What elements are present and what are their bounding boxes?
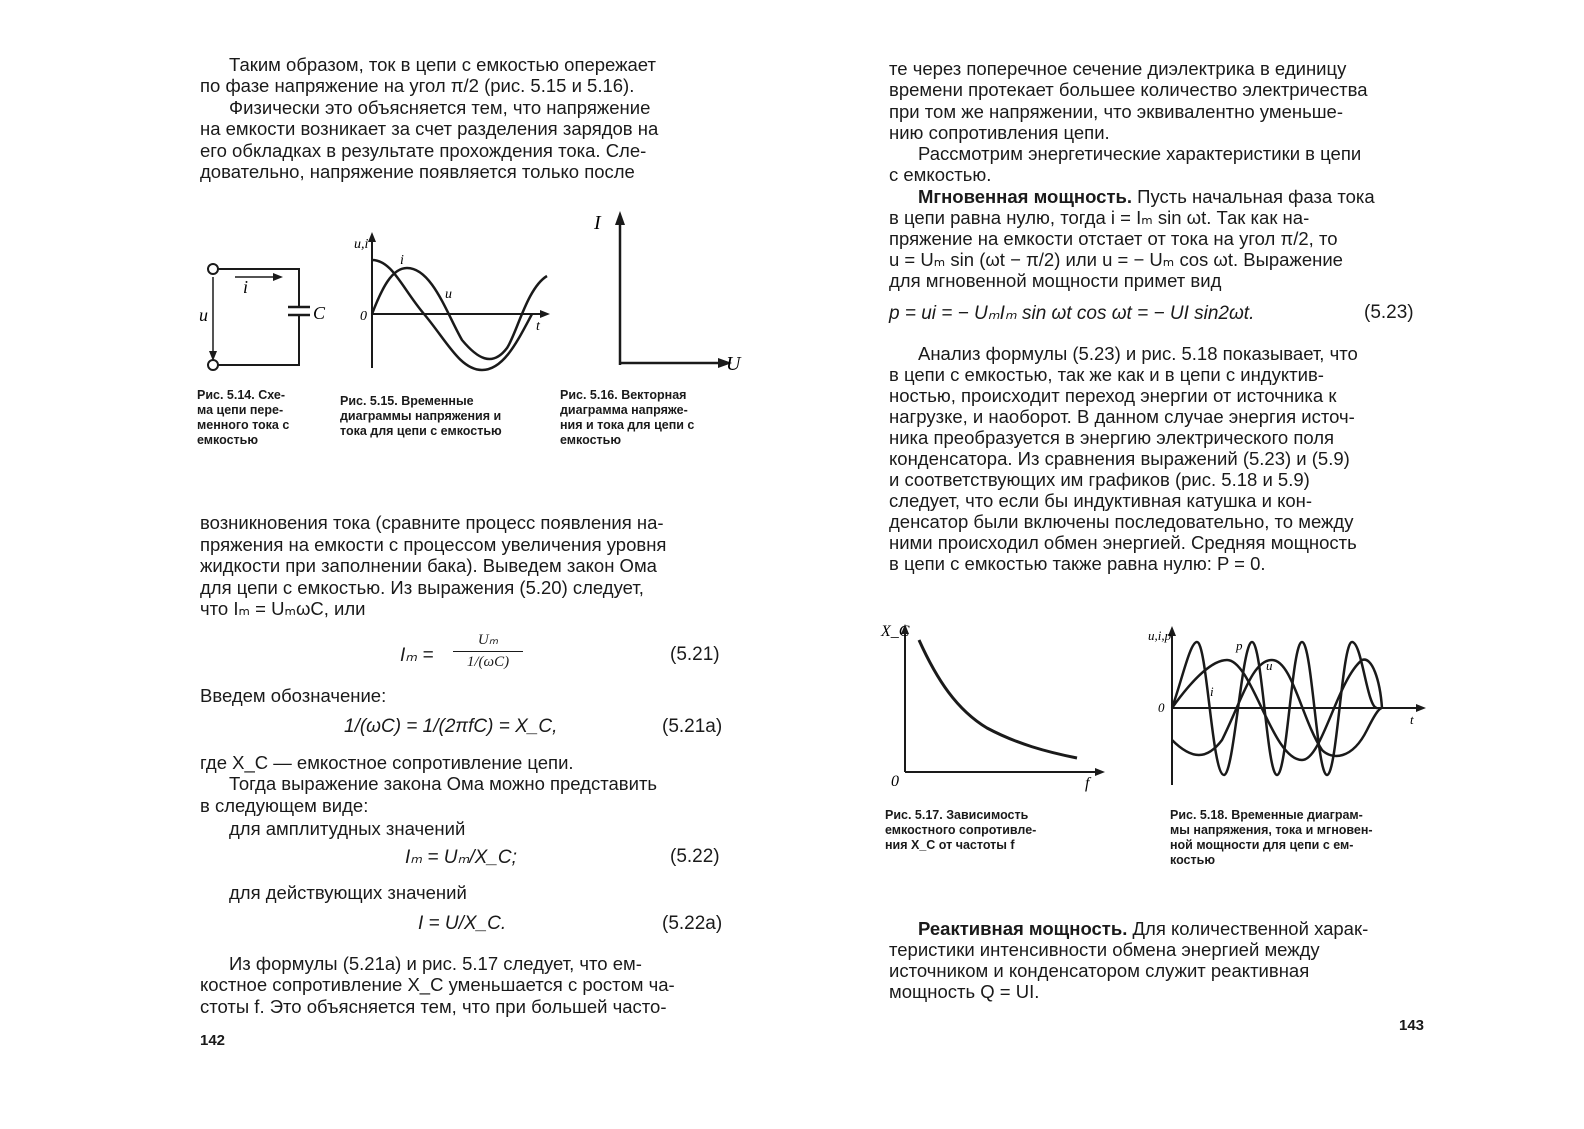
origin-label: 0 (1158, 700, 1165, 715)
paragraph-line: жидкости при заполнении бака). Выведем закон Ома (200, 555, 657, 576)
paragraph-line: пряжения на емкости с процессом увеличения уровня (200, 534, 667, 555)
paragraph-line: и соответствующих им графиков (рис. 5.18 и 5.9) (889, 469, 1310, 490)
x-axis-label: t (536, 319, 540, 334)
figure-5-15-caption: Рис. 5.15. Временные диаграммы напряжения и тока для цепи с емкостью (340, 394, 502, 438)
current-vector-label: I (594, 212, 601, 234)
paragraph-line: стоты f. Это объясняется тем, что при большей часто- (200, 996, 667, 1017)
paragraph-line: его обкладках в результате прохождения тока. Сле- (200, 140, 647, 161)
paragraph-line: мощность Q = UI. (889, 981, 1040, 1002)
amplitude-label: для амплитудных значений (229, 818, 466, 839)
paragraph-line: источником и конденсатором служит реактивная (889, 960, 1310, 981)
paragraph-line: Физически это объясняется тем, что напряжение (229, 97, 651, 118)
notation-intro: Введем обозначение: (200, 685, 387, 706)
paragraph-line: Таким образом, ток в цепи с емкостью опережает (229, 54, 656, 75)
current-label: i (400, 253, 404, 268)
paragraph-line: Мгновенная мощность. Пусть начальная фаза тока (918, 186, 1375, 207)
voltage-wave (1172, 660, 1382, 760)
x-axis-label: t (1410, 712, 1414, 727)
figure-5-17-caption: Рис. 5.17. Зависимость емкостного сопротивле- ния X_C от частоты f (885, 808, 1037, 852)
paragraph-line: в цепи равна нулю, тогда i = Iₘ sin ωt. Так как на- (889, 207, 1310, 228)
capacitor-label: C (313, 303, 326, 323)
equation-5-23-number: (5.23) (1364, 302, 1414, 323)
paragraph-line: u = Uₘ sin (ωt − π/2) или u = − Uₘ cos ωt. Выражение (889, 249, 1343, 270)
origin-label: 0 (891, 773, 899, 790)
effective-label: для действующих значений (229, 882, 467, 903)
y-axis-label: u,i,p (1148, 628, 1172, 643)
paragraph-line: Анализ формулы (5.23) и рис. 5.18 показывает, что (918, 343, 1358, 364)
paragraph-line: ними происходил обмен энергией. Средняя мощность (889, 532, 1357, 553)
paragraph-line: Реактивная мощность. Для количественной харак- (918, 918, 1369, 939)
right-page (792, 0, 1584, 1129)
equation-5-21a-number: (5.21a) (662, 716, 723, 737)
paragraph-line: ника преобразуется в энергию электрического поля (889, 427, 1335, 448)
reactance-curve (919, 640, 1077, 758)
equation-5-22: Iₘ = Uₘ/X_C; (405, 847, 517, 868)
equation-5-21-lhs: Iₘ = (400, 645, 434, 666)
paragraph-line: Из формулы (5.21a) и рис. 5.17 следует, что ем- (229, 953, 642, 974)
paragraph-line: нию сопротивления цепи. (889, 122, 1110, 143)
paragraph-line: Тогда выражение закона Ома можно представить (229, 773, 658, 794)
voltage-label: u (199, 305, 208, 325)
paragraph-line: в цепи с емкостью, так же как и в цепи с индуктив- (889, 364, 1324, 385)
figure-5-14-circuit (195, 255, 325, 375)
paragraph-line: конденсатора. Из сравнения выражений (5.23) и (5.9) (889, 448, 1350, 469)
page-number: 143 (1399, 1017, 1425, 1034)
equation-5-22a: I = U/X_C. (418, 913, 507, 934)
current-label: i (1210, 684, 1214, 699)
figure-5-16-caption: Рис. 5.16. Векторная диаграмма напряже- ния и тока для цепи с емкостью (560, 388, 695, 447)
paragraph-line: по фазе напряжение на угол π/2 (рис. 5.15 и 5.16). (200, 75, 635, 96)
equation-5-21-fraction: Uₘ 1/(ωC) (453, 630, 523, 671)
equation-5-21a: 1/(ωC) = 1/(2πfC) = X_C, (344, 716, 558, 737)
figure-5-18-caption: Рис. 5.18. Временные диаграм- мы напряжения, тока и мгновен- ной мощности для цепи с ем- костью (1170, 808, 1373, 867)
equation-5-21-number: (5.21) (670, 644, 720, 665)
paragraph-line: довательно, напряжение появляется только после (200, 161, 635, 182)
paragraph-line: для цепи с емкостью. Из выражения (5.20) следует, (200, 577, 644, 598)
equation-5-22-number: (5.22) (670, 846, 720, 867)
paragraph-line: при том же напряжении, что эквивалентно уменьше- (889, 101, 1343, 122)
paragraph-line: пряжение на емкости отстает от тока на угол π/2, то (889, 228, 1338, 249)
section-heading: Мгновенная мощность. (918, 186, 1133, 207)
power-label: p (1236, 638, 1243, 653)
paragraph-line: ностью, происходит переход энергии от источника к (889, 385, 1337, 406)
equation-5-22a-number: (5.22a) (662, 913, 723, 934)
x-axis-label: f (1085, 775, 1090, 792)
figure-5-15-time-diagram (352, 228, 552, 378)
voltage-label: u (1266, 658, 1273, 673)
paragraph-line: что Iₘ = UₘωC, или (200, 598, 366, 619)
paragraph-line: в следующем виде: (200, 795, 369, 816)
voltage-label: u (445, 287, 452, 302)
section-heading: Реактивная мощность. (918, 918, 1128, 939)
paragraph-line: нагрузке, и наоборот. В данном случае энергия источ- (889, 406, 1355, 427)
paragraph-line: в цепи с емкостью также равна нулю: P = 0. (889, 553, 1266, 574)
paragraph-line: денсатор были включены последовательно, то между (889, 511, 1354, 532)
equation-5-23: p = ui = − UₘIₘ sin ωt cos ωt = − UI sin2ωt. (889, 303, 1255, 324)
paragraph-line: Рассмотрим энергетические характеристики в цепи (918, 143, 1362, 164)
figure-5-17-reactance-curve (881, 620, 1107, 792)
page-number: 142 (200, 1032, 226, 1049)
voltage-vector-label: U (726, 353, 741, 375)
paragraph-line: времени протекает большее количество электричества (889, 79, 1368, 100)
paragraph-line: на емкости возникает за счет разделения зарядов на (200, 118, 659, 139)
paragraph-line: где X_C — емкостное сопротивление цепи. (200, 752, 574, 773)
paragraph-line: костное сопротивление X_C уменьшается с ростом ча- (200, 974, 675, 995)
y-axis-label: u,i (354, 237, 369, 252)
paragraph-line: для мгновенной мощности примет вид (889, 270, 1222, 291)
figure-5-14-caption: Рис. 5.14. Схе- ма цепи пере- менного тока с емкостью (197, 388, 290, 447)
paragraph-line: с емкостью. (889, 164, 992, 185)
figure-5-16-vector-diagram (590, 205, 750, 375)
paragraph-line: теристики интенсивности обмена энергией между (889, 939, 1320, 960)
paragraph-line: возникновения тока (сравните процесс появления на- (200, 512, 664, 533)
current-label: i (243, 277, 249, 297)
figure-5-18-time-diagram (1148, 620, 1432, 790)
y-axis-label: X_C (881, 623, 910, 640)
paragraph-line: следует, что если бы индуктивная катушка и кон- (889, 490, 1313, 511)
paragraph-line: те через поперечное сечение диэлектрика в единицу (889, 58, 1347, 79)
origin-label: 0 (360, 309, 367, 324)
